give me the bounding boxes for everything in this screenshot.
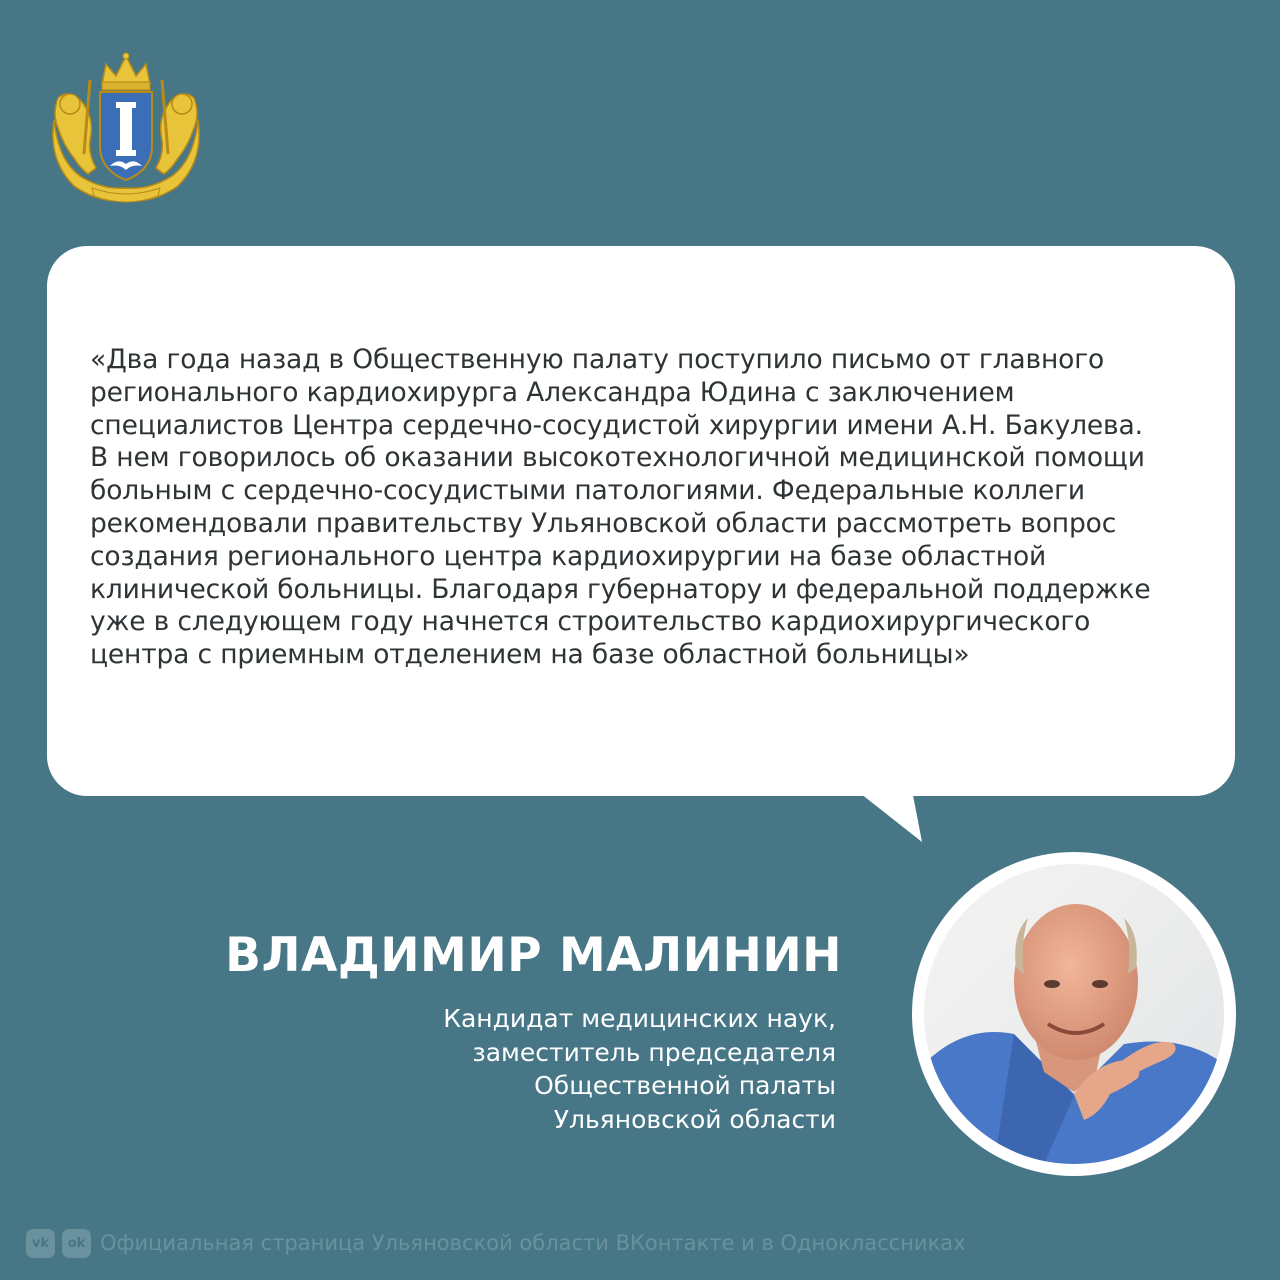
footer-text: Официальная страница Ульяновской области ВКонтакте и в Одноклассниках — [100, 1231, 966, 1255]
quote-text: «Два года назад в Общественную палату поступило письмо от главного регионального кардиохирурга Александра Юдина с заключением специалистов Центра сердечно-сосудистой хирургии имени А.Н. Бакулева. В нем говорилось об оказании высокотехнологичной медицинской помощи больным с сердечно-сосудистыми патологиями. Федеральные коллеги рекомендовали правительству Ульяновской области рассмотреть вопрос создания регионального центра кардиохирургии на базе областной клинической больницы. Благодаря губернатору и федеральной поддержке уже в следующем году начнется строительство кардиохирургического центра с приемным отделением на базе областной больницы» — [90, 344, 1151, 671]
footer — [26, 1228, 966, 1258]
coat-of-arms-icon — [44, 50, 208, 206]
ok-icon[interactable]: ok — [62, 1229, 91, 1258]
avatar — [924, 864, 1224, 1164]
speaker-name: ВЛАДИМИР МАЛИНИН — [225, 928, 842, 983]
vk-icon[interactable]: vk — [26, 1229, 55, 1258]
quote-bubble-tail — [856, 790, 926, 846]
speaker-role: Кандидат медицинских наук, заместитель председателя Общественной палаты Ульяновской области — [443, 1004, 836, 1134]
